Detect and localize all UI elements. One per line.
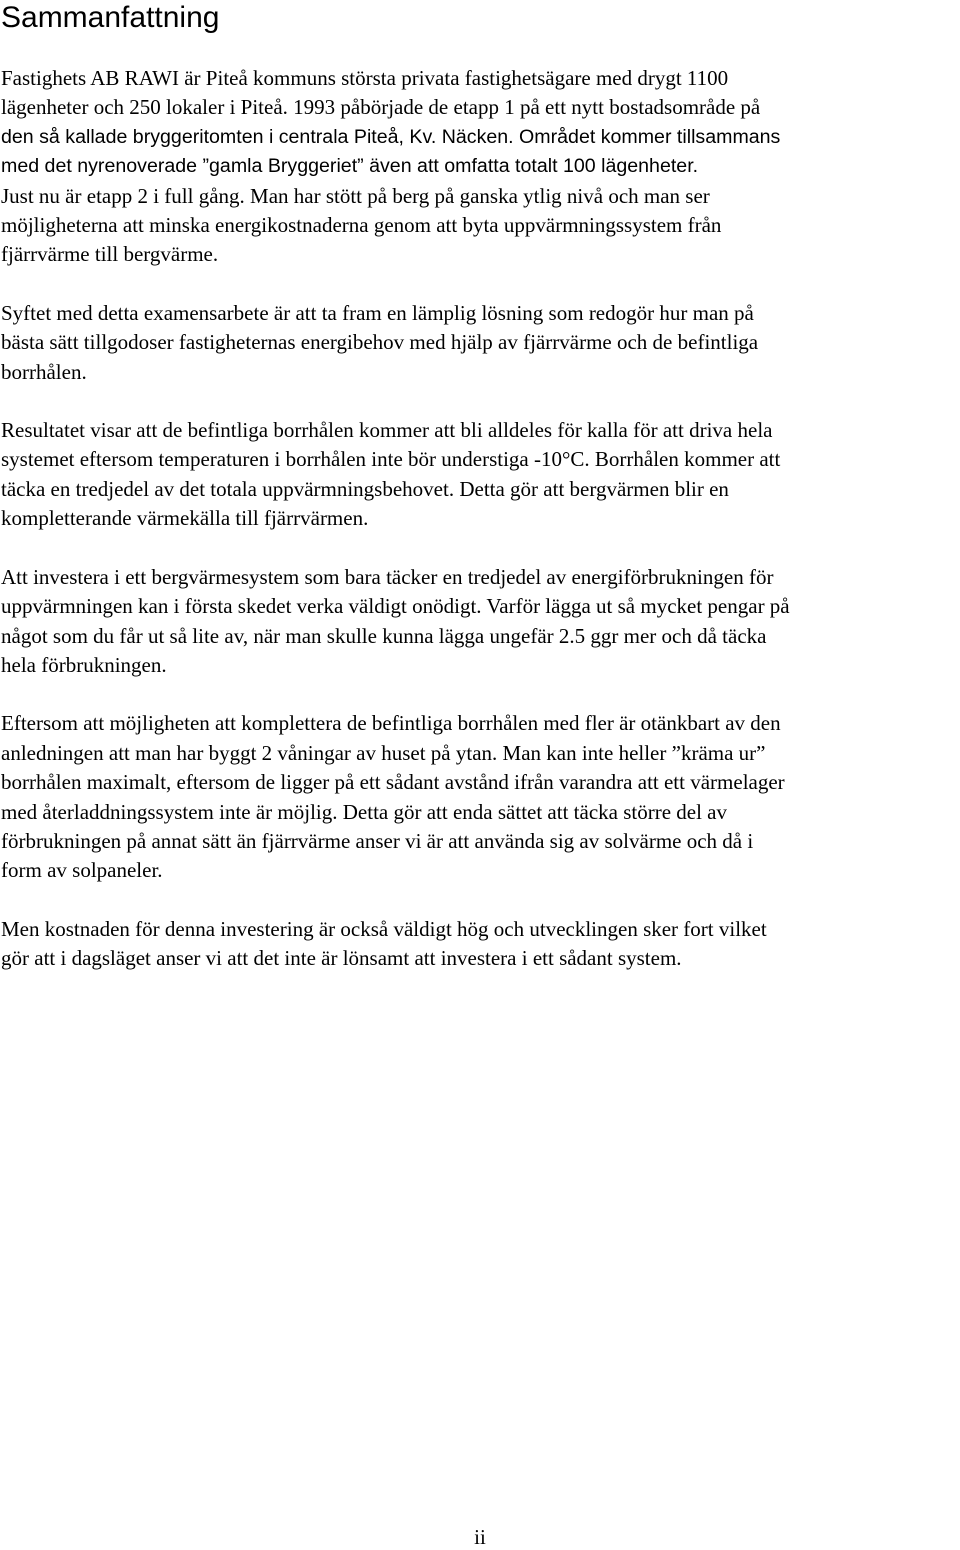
text-line: form av solpaneler.	[1, 858, 163, 883]
text-line: Eftersom att möjligheten att komplettera de befintliga borrhålen med fler är otänkbart av den	[1, 711, 781, 736]
paragraph	[1, 299, 959, 387]
text-line: systemet eftersom temperaturen i borrhålen inte bör understiga -10°C. Borrhålen kommer att	[1, 447, 781, 472]
text-line: den så kallade bryggeritomten i centrala Piteå, Kv. Näcken. Området kommer tillsammans	[1, 125, 781, 148]
text-line: täcka en tredjedel av det totala uppvärmningsbehovet. Detta gör att bergvärmen blir en	[1, 476, 729, 501]
text-line: med återladdningssystem inte är möjlig. Detta gör att enda sättet att täcka större del av	[1, 799, 728, 824]
text-line: Resultatet visar att de befintliga borrhålen kommer att bli alldeles för kalla för att driva hela	[1, 418, 773, 443]
text-line: möjligheterna att minska energikostnaderna genom att byta uppvärmningssystem från	[1, 213, 722, 238]
text-line: gör att i dagsläget anser vi att det inte är lönsamt att investera i ett sådant system.	[1, 946, 682, 971]
text-line: förbrukningen på annat sätt än fjärrvärme anser vi är att använda sig av solvärme och då i	[1, 828, 754, 853]
section-heading: Sammanfattning	[1, 1, 220, 34]
summary-body	[1, 64, 959, 1003]
text-line: Just nu är etapp 2 i full gång. Man har stött på berg på ganska ytlig nivå och man ser	[1, 183, 710, 208]
text-line: Att investera i ett bergvärmesystem som bara täcker en tredjedel av energiförbrukningen för	[1, 564, 774, 589]
paragraph	[1, 64, 959, 270]
text-line: med det nyrenoverade ”gamla Bryggeriet” även att omfatta totalt 100 lägenheter.	[1, 155, 699, 178]
text-line: uppvärmningen kan i första skedet verka väldigt onödigt. Varför lägga ut så mycket pengar på	[1, 594, 790, 619]
text-line: kompletterande värmekälla till fjärrvärmen.	[1, 506, 369, 531]
paragraph	[1, 915, 959, 974]
paragraph	[1, 416, 959, 534]
text-line: lägenheter och 250 lokaler i Piteå. 1993 påbörjade de etapp 1 på ett nytt bostadsområde på	[1, 95, 761, 120]
text-line: anledningen att man har byggt 2 våningar av huset på ytan. Man kan inte heller ”kräma ur”	[1, 740, 766, 765]
text-line: borrhålen maximalt, eftersom de ligger på ett sådant avstånd ifrån varandra att ett värmelager	[1, 770, 785, 795]
text-line: bästa sätt tillgodoser fastigheternas energibehov med hjälp av fjärrvärme och de befintliga	[1, 330, 759, 355]
text-line: fjärrvärme till bergvärme.	[1, 242, 219, 267]
text-line: Syftet med detta examensarbete är att ta fram en lämplig lösning som redogör hur man på	[1, 300, 754, 325]
page-number: ii	[474, 1525, 486, 1549]
paragraph	[1, 563, 959, 681]
text-line: hela förbrukningen.	[1, 652, 167, 677]
text-line: borrhålen.	[1, 359, 87, 384]
paragraph	[1, 709, 959, 885]
text-line: Fastighets AB RAWI är Piteå kommuns största privata fastighetsägare med drygt 1100	[1, 66, 729, 90]
text-line: Men kostnaden för denna investering är också väldigt hög och utvecklingen sker fort vilket	[1, 916, 767, 941]
text-line: något som du får ut så lite av, när man skulle kunna lägga ungefär 2.5 ggr mer och då täcka	[1, 623, 767, 648]
